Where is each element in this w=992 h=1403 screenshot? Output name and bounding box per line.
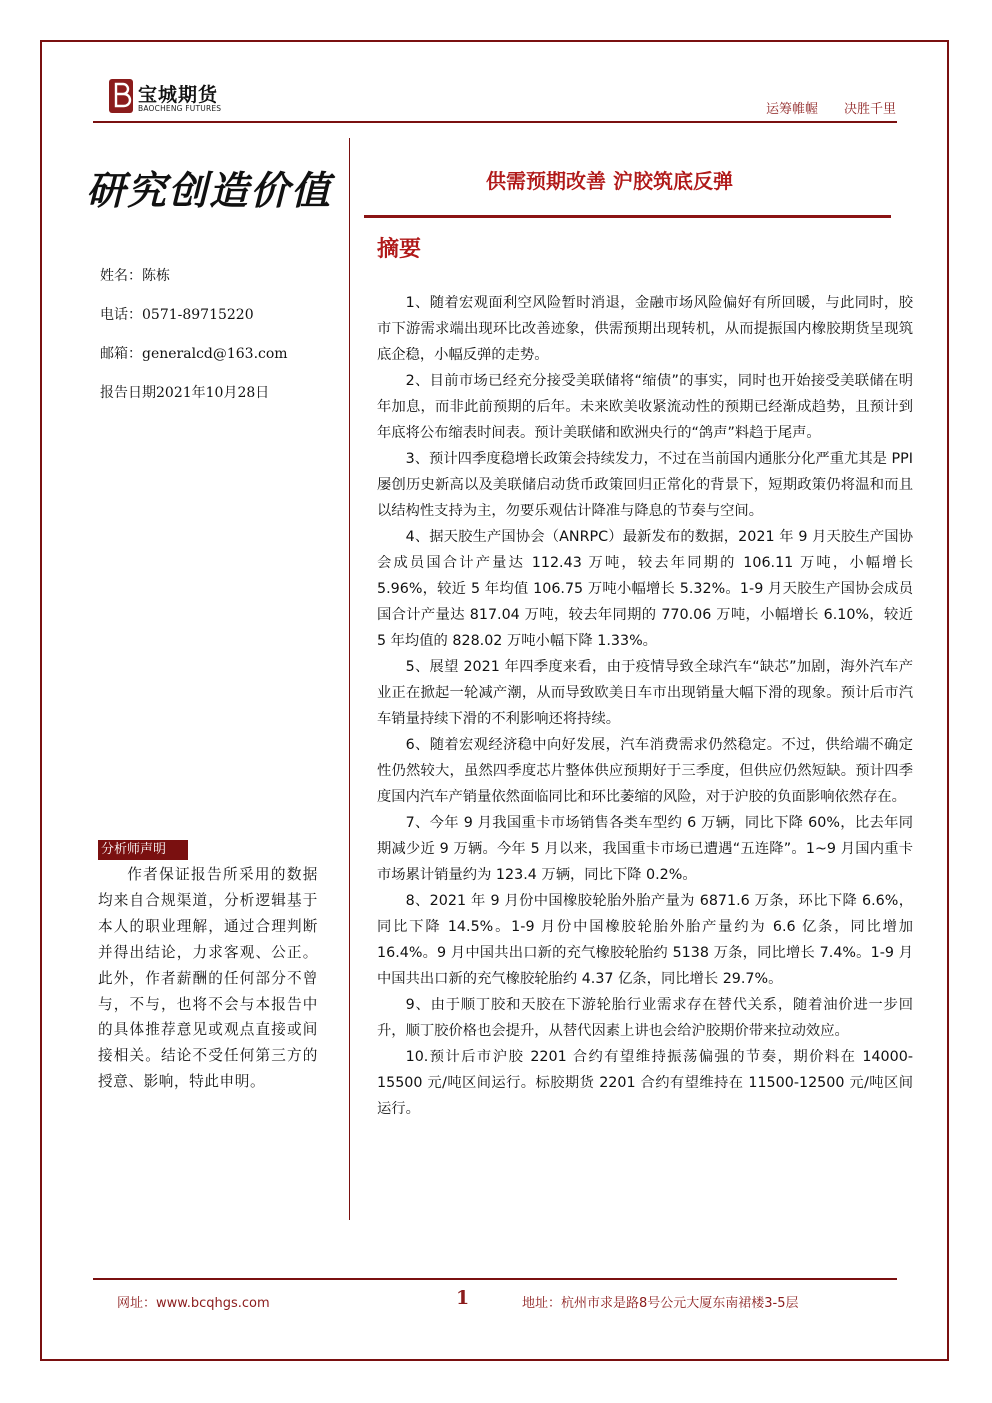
summary-paragraph: 3、预计四季度稳增长政策会持续发力，不过在当前国内通胀分化严重尤其是 PPI 屡创历史新高以及美联储启动货币政策回归正常化的背景下，短期政策仍将温和而且以结构性支持为主，勿要乐观估计降准与降息的节奏与空间。 [377,451,913,519]
summary-paragraph: 1、随着宏观面利空风险暂时消退，金融市场风险偏好有所回暖，与此同时，胶市下游需求端出现环比改善迹象，供需预期出现转机，从而提振国内橡胶期货呈现筑底企稳，小幅反弹的走势。 [377,295,913,363]
author-email: 邮箱：generalcd@163.com [100,346,288,362]
summary-paragraph: 5、展望 2021 年四季度来看，由于疫情导致全球汽车“缺芯”加剧，海外汽车产业正在掀起一轮减产潮，从而导致欧美日车市出现销量大幅下滑的现象。预计后市汽车销量持续下滑的不利影响还将持续。 [377,659,913,727]
summary-paragraph: 9、由于顺丁胶和天胶在下游轮胎行业需求存在替代关系，随着油价进一步回升，顺丁胶价格也会提升，从替代因素上讲也会给沪胶期价带来拉动效应。 [377,997,913,1039]
header-slogan [766,98,896,117]
report-title: 供需预期改善 沪胶筑底反弹 [486,169,733,193]
footer-website: 网址：www.bcqhgs.com [117,1296,270,1311]
header-divider [93,121,897,123]
author-name: 姓名：陈栋 [100,268,170,284]
analyst-statement-text: 作者保证报告所采用的数据均来自合规渠道，分析逻辑基于本人的职业理解，通过合理判断并得出结论，力求客观、公正。此外，作者薪酬的任何部分不曾与，不与，也将不会与本报告中的具体推荐意见或观点直接或间接相关。结论不受任何第三方的授意、影响，特此申明。 [98,866,318,1091]
summary-paragraph: 7、今年 9 月我国重卡市场销售各类车型约 6 万辆，同比下降 60%，比去年同期减少近 9 万辆。今年 5 月以来，我国重卡市场已遭遇“五连降”。1~9 月国内重卡市场累计销量约为 123.4 万辆，同比下降 0.2%。 [377,815,913,883]
analyst-statement-tag: 分析师声明 [98,840,188,860]
summary-body [377,290,913,1122]
footer-divider [93,1278,897,1280]
footer-address: 地址：杭州市求是路8号公元大厦东南裙楼3-5层 [522,1296,799,1311]
summary-paragraph: 8、2021 年 9 月份中国橡胶轮胎外胎产量为 6871.6 万条，环比下降 6.6%，同比下降 14.5%。1-9 月份中国橡胶轮胎外胎产量约为 6.6 亿条，同比增加 16.4%。9 月中国共出口新的充气橡胶轮胎约 5138 万条，同比增长 7.4%。1-9 月中国共出口新的充气橡胶轮胎约 4.37 亿条，同比增长 29.7%。 [377,893,913,987]
section-title: 摘要 [377,237,422,262]
slogan-part-2: 决胜千里 [843,102,896,117]
slogan-part-1: 运筹帷幄 [765,102,818,117]
summary-paragraph: 4、据天胶生产国协会（ANRPC）最新发布的数据，2021 年 9 月天胶生产国协会成员国合计产量达 112.43 万吨，较去年同期的 106.11 万吨，小幅增长 5.96%，较近 5 年均值 106.75 万吨小幅增长 5.32%。1-9 月天胶生产国协会成员国合计产量达 817.04 万吨，较去年同期的 770.06 万吨，小幅增长 6.10%，较近 5 年均值的 828.02 万吨小幅下降 1.33%。 [377,529,913,649]
summary-paragraph: 2、目前市场已经充分接受美联储将“缩债”的事实，同时也开始接受美联储在明年加息，而非此前预期的后年。未来欧美收紧流动性的预期已经渐成趋势，且预计到年底将公布缩表时间表。预计美联储和欧洲央行的“鸽声”料趋于尾声。 [377,373,913,441]
page-number: 1 [456,1287,470,1309]
author-phone: 电话：0571-89715220 [100,307,254,323]
brand-motto: 研究创造价值 [86,168,333,214]
baocheng-logo-icon [108,78,134,114]
title-divider [364,215,891,218]
column-divider [349,138,350,1220]
logo-english-name: BAOCHENG FUTURES [138,104,222,113]
summary-paragraph: 6、随着宏观经济稳中向好发展，汽车消费需求仍然稳定。不过，供给端不确定性仍然较大，虽然四季度芯片整体供应预期好于三季度，但供应仍然短缺。预计四季度国内汽车产销量依然面临同比和环比萎缩的风险，对于沪胶的负面影响依然存在。 [377,737,913,805]
company-logo [108,78,238,118]
logo-chinese-name: 宝城期货 [138,84,219,106]
summary-paragraph: 10.预计后市沪胶 2201 合约有望维持振荡偏强的节奏，期价料在 14000-15500 元/吨区间运行。标胶期货 2201 合约有望维持在 11500-12500 元/吨区间运行。 [377,1049,913,1117]
author-info [100,262,288,418]
report-date: 报告日期2021年10月28日 [100,385,270,401]
